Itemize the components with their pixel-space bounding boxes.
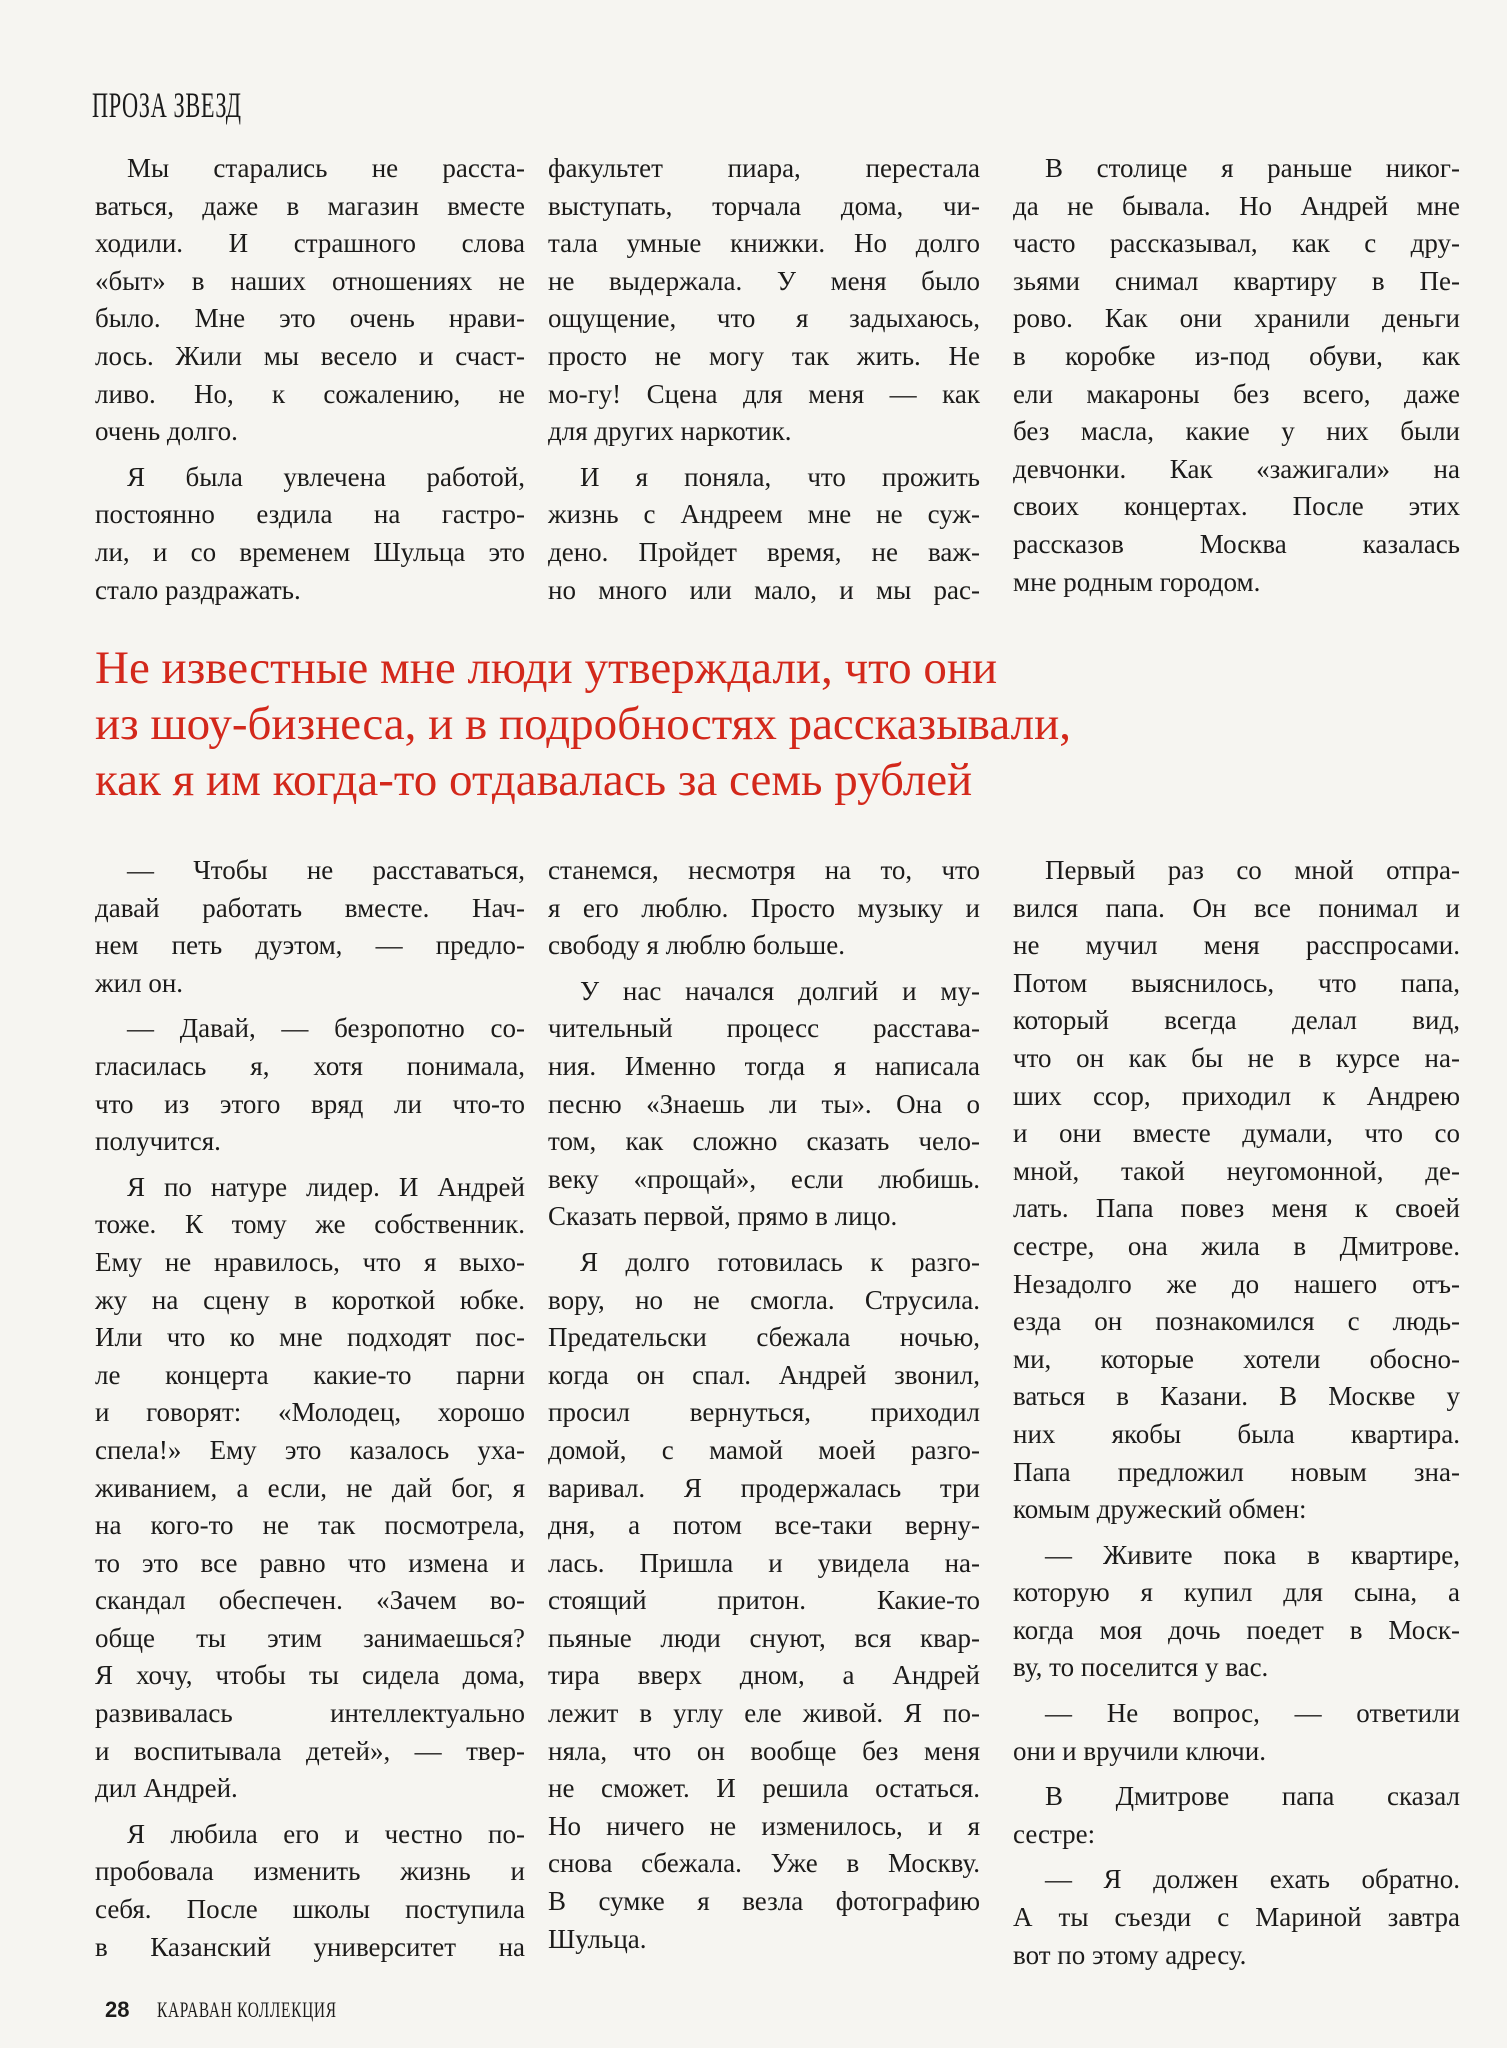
text-line: когда моя дочь поедет в Моск-: [1013, 1614, 1460, 1645]
text-line: лась. Пришла и увидела на-: [548, 1547, 980, 1578]
text-line: живанием, а если, не дай бог, я: [95, 1472, 525, 1503]
text-line: и воспитывала детей», — твер-: [95, 1735, 525, 1766]
text-line: было. Мне это очень нрави-: [95, 303, 525, 334]
text-line: ших ссор, приходил к Андрею: [1013, 1080, 1460, 1111]
text-line: Шульца.: [548, 1923, 647, 1954]
paragraph: [1013, 1778, 1460, 1853]
text-line: комым дружеский обмен:: [1013, 1494, 1307, 1525]
text-line: Ему не нравилось, что я выхо-: [95, 1246, 525, 1277]
pull-quote-line: Не известные мне люди утверждали, что они: [95, 642, 998, 694]
text-line: вору, но не смогла. Струсила.: [548, 1284, 980, 1315]
paragraph: [95, 459, 525, 609]
text-line: — Живите пока в квартире,: [1045, 1539, 1460, 1570]
text-line: да не бывала. Но Андрей мне: [1013, 190, 1460, 221]
text-line: тира вверх дном, а Андрей: [548, 1660, 980, 1691]
text-line: жил он.: [95, 967, 184, 998]
article-column-bottom-2: [548, 852, 980, 1966]
text-line: У нас начался долгий и му-: [580, 975, 980, 1006]
text-line: Сказать первой, прямо в лицо.: [548, 1201, 898, 1232]
text-line: что из этого вряд ли что-то: [95, 1088, 525, 1119]
paragraph: [95, 852, 525, 1002]
text-line: развивалась интеллектуально: [95, 1698, 525, 1729]
text-line: что он как бы не в курсе на-: [1013, 1042, 1460, 1073]
paragraph: [548, 1244, 980, 1958]
text-line: няла, что он вообще без меня: [548, 1735, 980, 1766]
text-line: чительный процесс расстава-: [548, 1013, 980, 1044]
text-line: факультет пиара, перестала: [548, 153, 980, 183]
text-line: скандал обеспечен. «Зачем во-: [95, 1585, 525, 1616]
text-line: то это все равно что измена и: [95, 1547, 525, 1578]
text-line: Я хочу, чтобы ты сидела дома,: [95, 1660, 525, 1691]
text-line: своих концертах. После этих: [1013, 491, 1460, 522]
paragraph: [548, 459, 980, 609]
text-line: дено. Пройдет время, не важ-: [548, 536, 980, 567]
text-line: веку «прощай», если любишь.: [548, 1163, 980, 1194]
paragraph: [548, 973, 980, 1236]
text-line: в Казанский университет на: [95, 1931, 525, 1962]
text-line: мной, такой неугомонной, де-: [1013, 1155, 1460, 1186]
article-column-top-3: [1013, 150, 1460, 609]
paragraph: [95, 1010, 525, 1160]
text-line: тоже. К тому же собственник.: [95, 1209, 525, 1240]
text-line: для других наркотик.: [548, 416, 792, 447]
text-line: не мучил меня расспросами.: [1013, 930, 1460, 961]
text-line: И я поняла, что прожить: [580, 461, 980, 492]
text-line: которую я купил для сына, а: [1013, 1577, 1460, 1608]
text-line: ходили. И страшного слова: [95, 228, 525, 259]
text-line: ощущение, что я задыхаюсь,: [548, 303, 980, 334]
text-line: дня, а потом все-таки верну-: [548, 1510, 980, 1541]
text-line: но много или мало, и мы рас-: [548, 574, 980, 605]
text-line: стоящий притон. Какие-то: [548, 1585, 980, 1616]
paragraph: [95, 1169, 525, 1808]
text-line: Первый раз со мной отпра-: [1045, 855, 1460, 885]
text-line: дил Андрей.: [95, 1773, 238, 1804]
text-line: ваться в Казани. В Москве у: [1013, 1381, 1460, 1412]
text-line: который всегда делал вид,: [1013, 1005, 1460, 1036]
text-line: сестре, она жила в Дмитрове.: [1013, 1230, 1460, 1261]
text-line: не сможет. И решила остаться.: [548, 1773, 980, 1804]
text-line: Мы старались не расста-: [127, 153, 525, 183]
paragraph: [1013, 1537, 1460, 1687]
text-line: вот по этому адресу.: [1013, 1939, 1247, 1970]
text-line: Предательски сбежала ночью,: [548, 1322, 980, 1353]
text-line: спела!» Ему это казалось уха-: [95, 1434, 525, 1465]
paragraph: [95, 150, 525, 451]
text-line: — Я должен ехать обратно.: [1045, 1864, 1460, 1895]
text-line: В Дмитрове папа сказал: [1045, 1781, 1460, 1812]
text-line: Но ничего не изменилось, и я: [548, 1810, 980, 1841]
text-line: стало раздражать.: [95, 574, 301, 605]
text-line: — Давай, — безропотно со-: [127, 1013, 525, 1044]
text-line: зьями снимал квартиру в Пе-: [1013, 265, 1460, 296]
text-line: девчонки. Как «зажигали» на: [1013, 453, 1460, 484]
page-number: 28: [105, 1997, 130, 2022]
text-line: Я долго готовилась к разго-: [580, 1246, 980, 1277]
text-line: — Не вопрос, — ответили: [1045, 1698, 1460, 1729]
page-footer: [105, 1997, 414, 2023]
paragraph: [1013, 852, 1460, 1529]
text-line: обще ты этим занимаешься?: [95, 1622, 525, 1653]
text-line: песню «Знаешь ли ты». Она о: [548, 1088, 980, 1119]
text-line: лось. Жили мы весело и счаст-: [95, 340, 525, 371]
text-line: гласилась я, хотя понимала,: [95, 1050, 525, 1081]
article-column-top-2: [548, 150, 980, 617]
text-line: ли, и со временем Шульца это: [95, 536, 525, 567]
text-line: свободу я люблю больше.: [548, 930, 845, 961]
text-line: тала умные книжки. Но долго: [548, 228, 980, 259]
text-line: А ты съезди с Мариной завтра: [1013, 1902, 1460, 1933]
text-line: я его люблю. Просто музыку и: [548, 892, 980, 923]
text-line: нем петь дуэтом, — предло-: [95, 930, 525, 961]
text-line: Папа предложил новым зна-: [1013, 1456, 1460, 1487]
text-line: жу на сцену в короткой юбке.: [95, 1284, 525, 1315]
text-line: на кого-то не так посмотрела,: [95, 1510, 525, 1541]
text-line: станемся, несмотря на то, что: [548, 855, 980, 885]
text-line: Или что ко мне подходят пос-: [95, 1322, 525, 1353]
text-line: мо-гу! Сцена для меня — как: [548, 378, 980, 409]
text-line: том, как сложно сказать чело-: [548, 1126, 980, 1157]
text-line: ливо. Но, к сожалению, не: [95, 378, 525, 409]
text-line: лать. Папа повез меня к своей: [1013, 1193, 1460, 1224]
text-line: в коробке из-под обуви, как: [1013, 340, 1460, 371]
text-line: В столице я раньше никог-: [1045, 153, 1460, 183]
section-title: ПРОЗА ЗВЕЗД: [92, 85, 242, 125]
text-line: ния. Именно тогда я написала: [548, 1050, 980, 1081]
text-line: Потом выяснилось, что папа,: [1013, 967, 1460, 998]
pull-quote: [95, 640, 1465, 808]
text-line: пробовала изменить жизнь и: [95, 1856, 525, 1887]
text-line: рово. Как они хранили деньги: [1013, 303, 1460, 334]
text-line: выступать, торчала дома, чи-: [548, 190, 980, 221]
text-line: Я по натуре лидер. И Андрей: [127, 1171, 525, 1202]
text-line: когда он спал. Андрей звонил,: [548, 1359, 980, 1390]
text-line: Я была увлечена работой,: [127, 461, 525, 492]
paragraph: [548, 150, 980, 451]
text-line: и говорят: «Молодец, хорошо: [95, 1397, 525, 1428]
text-line: лежит в углу еле живой. Я по-: [548, 1698, 980, 1729]
text-line: получится.: [95, 1126, 221, 1157]
article-column-bottom-1: [95, 852, 525, 1974]
text-line: и они вместе думали, что со: [1013, 1118, 1460, 1149]
text-line: езда он познакомился с людь-: [1013, 1306, 1460, 1337]
text-line: сестре:: [1013, 1818, 1096, 1849]
text-line: пьяные люди снуют, вся квар-: [548, 1622, 980, 1653]
text-line: ели макароны без всего, даже: [1013, 378, 1460, 409]
text-line: рассказов Москва казалась: [1013, 528, 1460, 559]
pull-quote-line: как я им когда-то отдавалась за семь рублей: [95, 754, 973, 806]
text-line: ле концерта какие-то парни: [95, 1359, 525, 1390]
paragraph: [1013, 1861, 1460, 1974]
text-line: — Чтобы не расставаться,: [127, 855, 525, 885]
text-line: просил вернуться, приходил: [548, 1397, 980, 1428]
text-line: «быт» в наших отношениях не: [95, 265, 525, 296]
pull-quote-line: из шоу-бизнеса, и в подробностях рассказывали,: [95, 698, 1071, 750]
text-line: В сумке я везла фотографию: [548, 1886, 980, 1917]
text-line: вился папа. Он все понимал и: [1013, 892, 1460, 923]
text-line: очень долго.: [95, 416, 238, 447]
text-line: постоянно ездила на гастро-: [95, 499, 525, 530]
text-line: Я любила его и честно по-: [127, 1818, 525, 1849]
text-line: снова сбежала. Уже в Москву.: [548, 1848, 980, 1879]
text-line: ваться, даже в магазин вместе: [95, 190, 525, 221]
text-line: без масла, какие у них были: [1013, 416, 1460, 447]
magazine-name: КАРАВАН КОЛЛЕКЦИЯ: [157, 1997, 338, 2022]
text-line: ми, которые хотели обосно-: [1013, 1343, 1460, 1374]
text-line: не выдержала. У меня было: [548, 265, 980, 296]
article-column-top-1: [95, 150, 525, 617]
text-line: мне родным городом.: [1013, 566, 1261, 597]
paragraph: [1013, 150, 1460, 601]
text-line: домой, с мамой моей разго-: [548, 1434, 980, 1465]
text-line: давай работать вместе. Нач-: [95, 892, 525, 923]
article-column-bottom-3: [1013, 852, 1460, 1982]
text-line: они и вручили ключи.: [1013, 1735, 1266, 1766]
text-line: Незадолго же до нашего отъ-: [1013, 1268, 1460, 1299]
text-line: просто не могу так жить. Не: [548, 340, 980, 371]
paragraph: [1013, 1695, 1460, 1770]
text-line: них якобы была квартира.: [1013, 1418, 1460, 1449]
text-line: часто рассказывал, как с дру-: [1013, 228, 1460, 259]
text-line: жизнь с Андреем мне не суж-: [548, 499, 980, 530]
text-line: ву, то поселится у вас.: [1013, 1652, 1269, 1683]
paragraph: [95, 1816, 525, 1966]
paragraph: [548, 852, 980, 965]
text-line: себя. После школы поступила: [95, 1894, 525, 1925]
text-line: варивал. Я продержалась три: [548, 1472, 980, 1503]
